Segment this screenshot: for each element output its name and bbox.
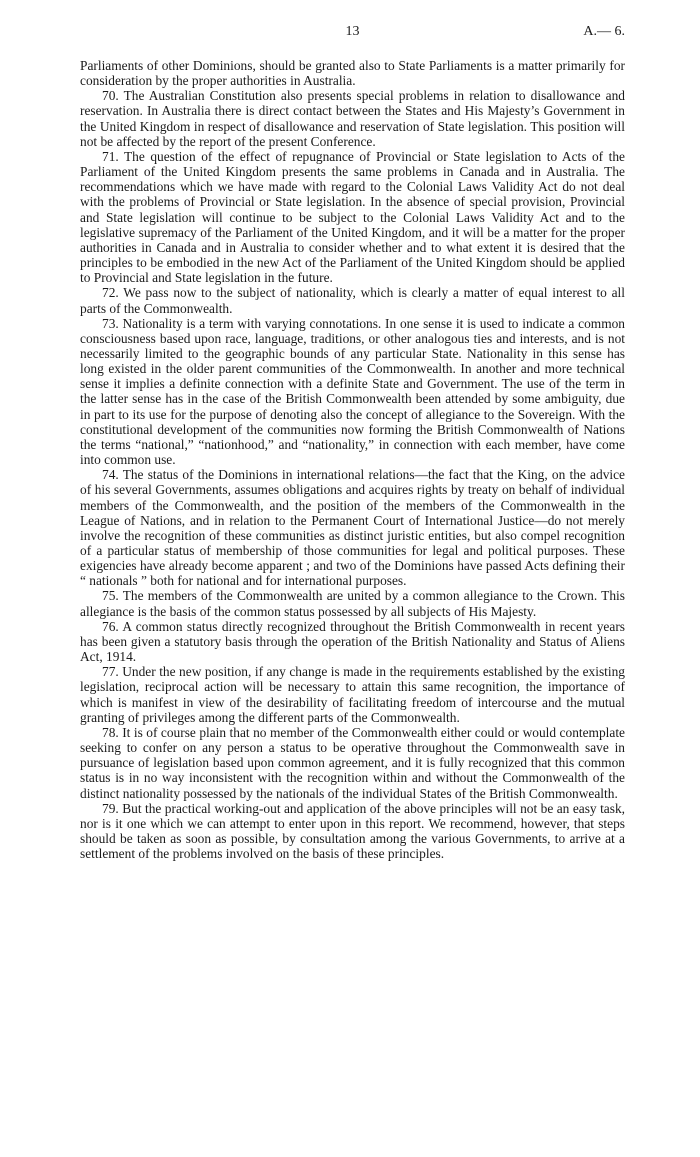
page-header [80, 24, 625, 42]
paragraph-77: 77. Under the new position, if any change is made in the requirements established by the existing legislation, reciprocal action will be necessary to attain this same recognition, the importance of which is manifest in view of the desirability of facilitating freedom of intercourse and the mutual granting of privileges among the different parts of the Commonwealth. [80, 664, 625, 725]
paragraph-76: 76. A common status directly recognized throughout the British Commonwealth in recent years has been given a statutory basis through the operation of the British Nationality and Status of Aliens Act, 1914. [80, 618, 625, 665]
document-reference: A.— 6. [583, 24, 625, 39]
paragraph-71: 71. The question of the effect of repugnance of Provincial or State legislation to Acts of the Parliament of the United Kingdom presents the same problems in Canada and in Australia. The recommendations which we have made with regard to the Colonial Laws Validity Act do not deal with the problems of Provincial or State legislation. In the absence of special provision, Provincial and State legislation will continue to be subject to the Colonial Laws Validity Act and to the legislative supremacy of the Parliament of the United Kingdom, and it will be a matter for the proper authorities in Canada and in Australia to consider whether and to what extent it is desired that the principles to be embodied in the new Act of the Parliament of the United Kingdom should be applied to Provincial and State legislation in the future. [80, 148, 625, 286]
document-body [80, 58, 625, 861]
paragraph-75: 75. The members of the Commonwealth are united by a common allegiance to the Crown. This allegiance is the basis of the common status possessed by all subjects of His Majesty. [80, 588, 625, 619]
page-number: 13 [345, 24, 360, 39]
paragraph-70: 70. The Australian Constitution also presents special problems in relation to disallowance and reservation. In Australia there is direct contact between the States and His Majesty’s Government in the United Kingdom in respect of disallowance and reservation of State legislation. This position will not be affected by the report of the present Conference. [80, 88, 625, 149]
paragraph-73: 73. Nationality is a term with varying connotations. In one sense it is used to indicate a common consciousness based upon race, language, traditions, or other analogous ties and interests, and is not necessarily limited to the geographic bounds of any particular State. Nationality in this sense has long existed in the older parent communities of the Commonwealth. In another and more technical sense it implies a definite connection with a definite State and Government. The use of the term in the latter sense has in the case of the British Commonwealth been attended by some ambiguity, due in part to its use for the purpose of denoting also the concept of allegiance to the Sovereign. With the constitutional development of the communities now forming the British Commonwealth of Nations the terms “national,” “nationhood,” and “nationality,” in connection with each member, have come into common use. [80, 315, 625, 468]
paragraph-72: 72. We pass now to the subject of nationality, which is clearly a matter of equal interest to all parts of the Commonwealth. [80, 285, 625, 316]
paragraph-79: 79. But the practical working-out and application of the above principles will not be an easy task, nor is it one which we can attempt to enter upon in this report. We recommend, however, that steps should be taken as soon as possible, by consultation among the various Governments, to arrive at a settlement of the problems involved on the basis of these principles. [80, 800, 625, 862]
paragraph-78: 78. It is of course plain that no member of the Commonwealth either could or would contemplate seeking to confer on any person a status to be operative throughout the Commonwealth save in pursuance of legislation based upon common agreement, and it is fully recognized that this common status is in no way inconsistent with the recognition within and without the Commonwealth of the distinct nationality possessed by the nationals of the individual States of the British Commonwealth. [80, 724, 625, 801]
paragraph-continuation: Parliaments of other Dominions, should be granted also to State Parliaments is a matter primarily for consideration by the proper authorities in Australia. [80, 58, 625, 89]
paragraph-74: 74. The status of the Dominions in international relations—the fact that the King, on the advice of his several Governments, assumes obligations and acquires rights by treaty on behalf of individual members of the Commonwealth, and the position of the members of the Commonwealth in the League of Nations, and in relation to the Permanent Court of International Justice—do not merely involve the recognition of these communities as distinct juristic entities, but also compel recognition of a particular status of membership of those communities for legal and political purposes. These exigencies have already become apparent ; and two of the Dominions have passed Acts defining their “ nationals ” both for national and for international purposes. [80, 467, 625, 589]
